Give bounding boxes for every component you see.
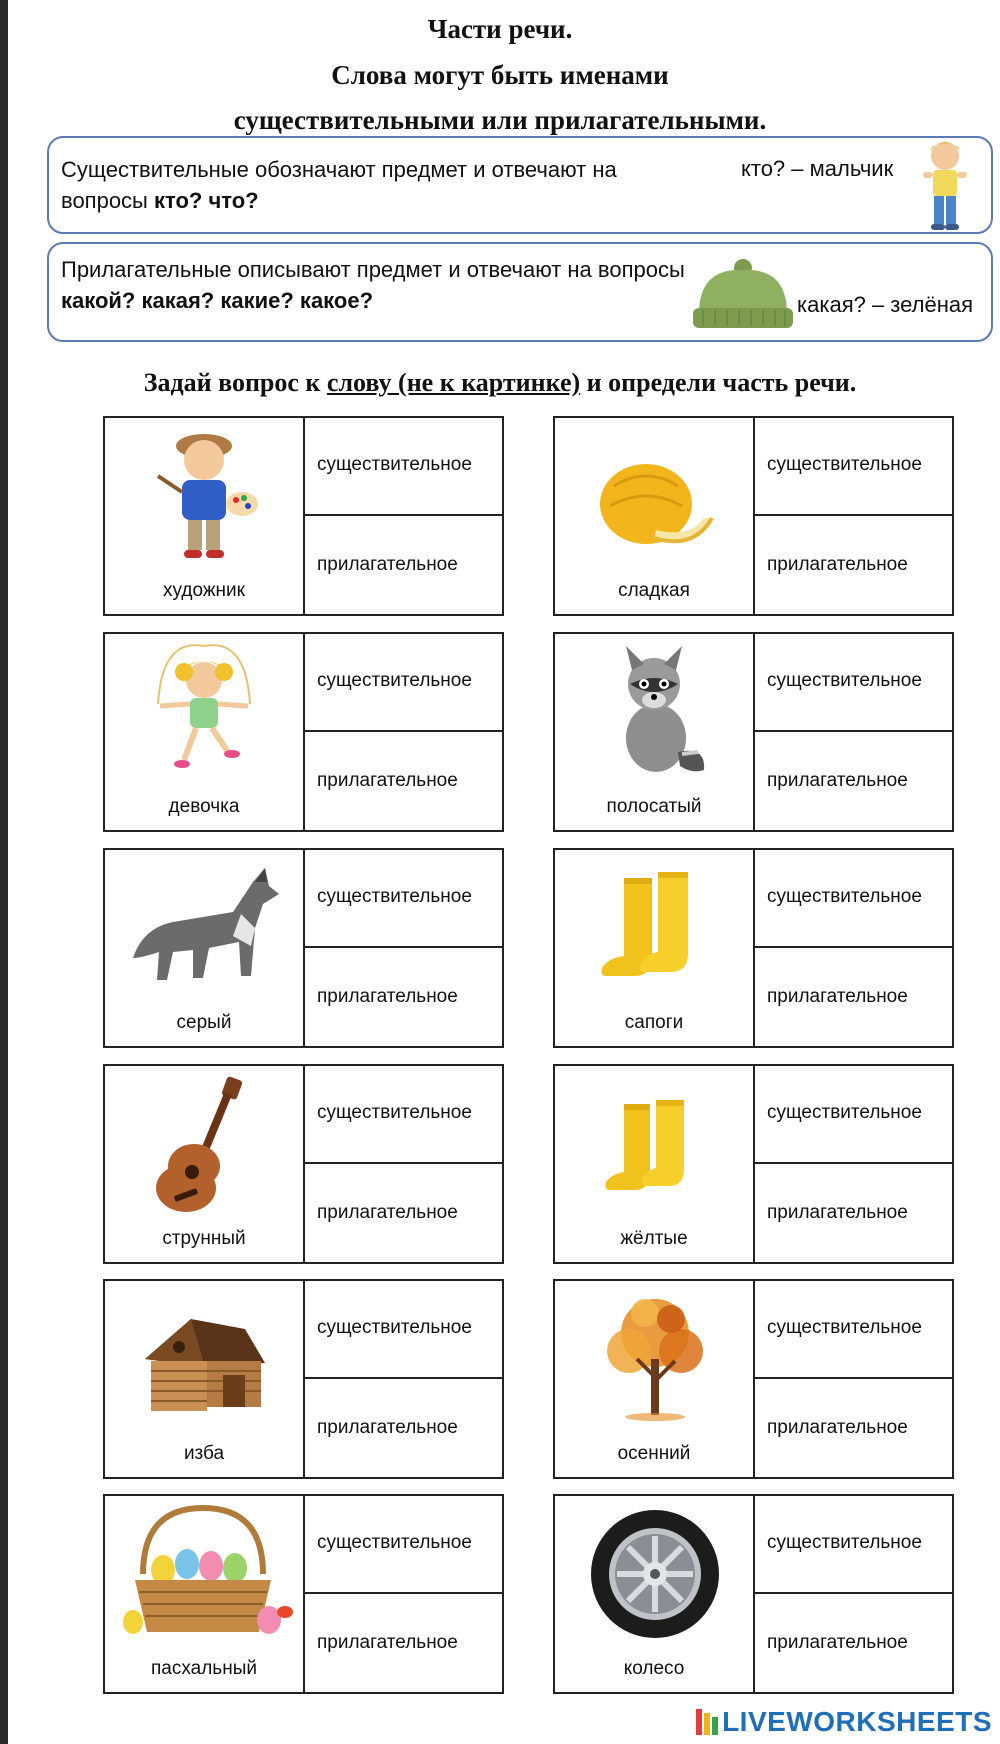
option-noun[interactable]: существительное <box>305 1066 502 1164</box>
card-word: пасхальный <box>151 1658 257 1679</box>
option-adjective[interactable]: прилагательное <box>767 554 908 575</box>
card-raccoon <box>553 632 954 832</box>
liveworksheets-logo-icon <box>696 1709 718 1735</box>
boots-icon <box>594 1074 714 1214</box>
page-edge-strip <box>0 0 8 1744</box>
melon-icon <box>594 426 714 566</box>
card-word: сладкая <box>618 580 690 601</box>
noun-definition <box>61 154 617 216</box>
adjective-definition <box>61 254 685 316</box>
task-text-before: Задай вопрос к <box>143 368 327 397</box>
brand-footer[interactable] <box>696 1706 992 1738</box>
noun-info-box <box>47 136 993 234</box>
option-adjective[interactable]: прилагательное <box>767 1202 908 1223</box>
option-noun[interactable]: существительное <box>305 418 502 516</box>
boy-icon <box>917 138 973 232</box>
option-adjective[interactable]: прилагательное <box>317 1417 458 1438</box>
option-adjective[interactable]: прилагательное <box>317 770 458 791</box>
adjective-questions: какой? какая? какие? какое? <box>61 288 374 313</box>
card-word: жёлтые <box>620 1228 688 1249</box>
wolf-icon <box>123 858 283 998</box>
option-adjective[interactable]: прилагательное <box>317 986 458 1007</box>
wheel-icon <box>585 1504 725 1644</box>
card-boots-2 <box>553 1064 954 1264</box>
option-adjective[interactable]: прилагательное <box>767 770 908 791</box>
option-adjective[interactable]: прилагательное <box>767 1417 908 1438</box>
easter-basket-icon <box>113 1504 293 1644</box>
raccoon-icon <box>594 642 714 782</box>
option-adjective[interactable]: прилагательное <box>767 1632 908 1653</box>
task-text-after: и определи часть речи. <box>580 368 857 397</box>
option-adjective[interactable]: прилагательное <box>317 1202 458 1223</box>
option-noun[interactable]: существительное <box>755 418 952 516</box>
card-word: сапоги <box>624 1012 684 1033</box>
option-noun[interactable]: существительное <box>755 634 952 732</box>
option-noun[interactable]: существительное <box>305 1281 502 1379</box>
boots-icon <box>594 858 714 998</box>
card-word: осенний <box>617 1443 691 1464</box>
card-word: полосатый <box>606 796 702 817</box>
card-word: художник <box>163 580 245 601</box>
option-noun[interactable]: существительное <box>755 850 952 948</box>
painter-boy-icon <box>144 426 264 566</box>
card-boots-1 <box>553 848 954 1048</box>
noun-example: кто? – мальчик <box>741 156 894 181</box>
card-word: девочка <box>168 796 240 817</box>
card-painter <box>103 416 504 616</box>
card-word: изба <box>183 1443 225 1464</box>
card-easter-basket <box>103 1494 504 1694</box>
task-text-underlined: слову (не к картинке) <box>326 368 581 397</box>
card-hut <box>103 1279 504 1479</box>
task-instruction <box>0 368 1000 398</box>
log-hut-icon <box>135 1289 275 1429</box>
option-noun[interactable]: существительное <box>755 1281 952 1379</box>
option-noun[interactable]: существительное <box>305 1496 502 1594</box>
option-noun[interactable]: существительное <box>305 634 502 732</box>
adjective-info-box <box>47 242 993 342</box>
card-melon <box>553 416 954 616</box>
green-hat-icon <box>689 258 797 332</box>
option-noun[interactable]: существительное <box>755 1496 952 1594</box>
card-autumn-tree <box>553 1279 954 1479</box>
card-wolf <box>103 848 504 1048</box>
option-noun[interactable]: существительное <box>755 1066 952 1164</box>
brand-name: LIVEWORKSHEETS <box>722 1706 992 1737</box>
card-word: колесо <box>623 1658 685 1679</box>
card-girl <box>103 632 504 832</box>
option-adjective[interactable]: прилагательное <box>767 986 908 1007</box>
adjective-definition-line1: Прилагательные описывают предмет и отвечают на вопросы <box>61 257 685 282</box>
option-noun[interactable]: существительное <box>305 850 502 948</box>
noun-definition-line1: Существительные обозначают предмет и отвечают на <box>61 157 617 182</box>
page-subtitle-line1: Слова могут быть именами <box>331 60 669 90</box>
adjective-example: какая? – зелёная <box>797 292 974 317</box>
card-wheel <box>553 1494 954 1694</box>
page-subtitle-line2: существительными или прилагательными. <box>233 105 767 135</box>
noun-definition-line2: вопросы <box>61 188 154 213</box>
option-adjective[interactable]: прилагательное <box>317 1632 458 1653</box>
girl-jump-rope-icon <box>144 642 264 782</box>
card-word: струнный <box>162 1228 246 1249</box>
option-adjective[interactable]: прилагательное <box>317 554 458 575</box>
card-guitar <box>103 1064 504 1264</box>
guitar-icon <box>144 1074 264 1214</box>
card-word: серый <box>176 1012 232 1033</box>
page-title: Части речи. <box>427 14 573 44</box>
noun-questions: кто? что? <box>153 188 259 213</box>
autumn-tree-icon <box>585 1289 725 1429</box>
